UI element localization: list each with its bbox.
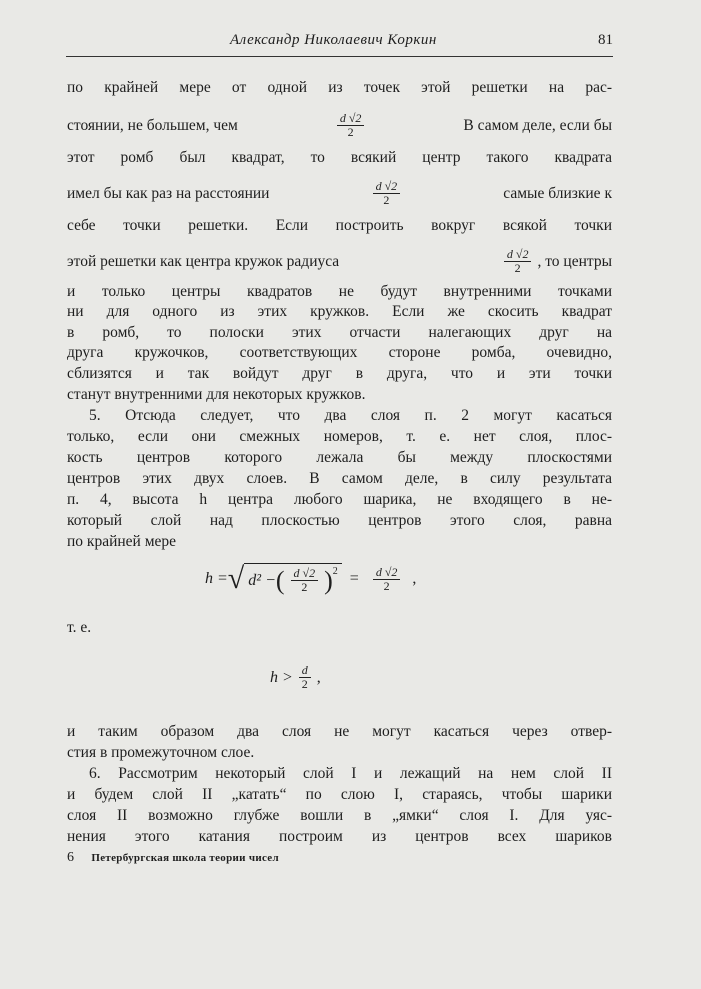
d-squared: d² − <box>248 571 276 589</box>
fraction-numerator: d <box>299 664 311 678</box>
text-line: и только центры квадратов не будут внутренними точками <box>67 283 612 300</box>
text-line: слоя II возможно глубже вошли в „ямки“ слоя I. Для уяс- <box>67 807 612 824</box>
text-line: т. е. <box>67 619 92 636</box>
text-line: этот ромб был квадрат, то всякий центр такого квадрата <box>67 149 612 166</box>
text-line <box>67 112 612 139</box>
text-line <box>67 180 612 207</box>
text-line: только, если они смежных номеров, т. е. нет слоя, плос- <box>67 428 612 445</box>
text-line: который слой над плоскостью центров этого слоя, равна <box>67 512 612 529</box>
text-line: друга кружочков, соответствующих стороне ромба, очевидно, <box>67 344 612 361</box>
text-line: станут внутренними для некоторых кружков. <box>67 386 366 403</box>
fraction <box>504 248 532 275</box>
fraction <box>299 664 311 691</box>
paren-close: ) <box>324 565 333 595</box>
text-segment: , то центры <box>537 252 612 270</box>
text-line: центров этих двух слоев. В самом деле, в силу результата <box>67 470 612 487</box>
text-segment: самые близкие к <box>503 184 612 202</box>
comma: , <box>316 668 321 686</box>
equals-sign: = <box>349 570 359 587</box>
fraction-denominator: 2 <box>347 125 354 139</box>
equation-height <box>205 562 416 596</box>
fraction-denominator: 2 <box>383 193 390 207</box>
fraction-numerator: d √2 <box>373 180 401 194</box>
text-segment: В самом деле, если бы <box>463 116 612 134</box>
fraction-numerator: d √2 <box>291 567 319 581</box>
fraction-denominator: 2 <box>301 580 308 594</box>
text-line: сблизятся и так войдут друг в друга, что и эти точки <box>67 365 612 382</box>
header-rule <box>66 56 613 57</box>
text-line: и будем слой II „катать“ по слою I, стараясь, чтобы шарики <box>67 786 612 803</box>
text-line: по крайней мере от одной из точек этой решетки на рас- <box>67 79 612 96</box>
radicand <box>244 563 342 596</box>
text-line: нения этого катания построим из центров всех шариков <box>67 828 612 845</box>
fraction-denominator: 2 <box>301 677 308 691</box>
fraction <box>337 112 365 139</box>
page-number: 81 <box>598 32 613 48</box>
running-title: Александр Николаевич Коркин <box>230 32 437 48</box>
equation-inequality <box>270 664 321 691</box>
fraction-numerator: d √2 <box>373 566 401 580</box>
signature-number: 6 <box>67 850 75 865</box>
sqrt-sign: √ <box>227 562 245 595</box>
text-line: кость центров которого лежала бы между плоскостями <box>67 449 612 466</box>
text-line: по крайней мере <box>67 533 177 550</box>
fraction <box>373 566 401 593</box>
text-line: себе точки решетки. Если построить вокруг всякой точки <box>67 217 612 234</box>
fraction-denominator: 2 <box>514 261 521 275</box>
text-segment: стоянии, не большем, чем <box>67 116 238 134</box>
text-line: п. 4, высота h центра любого шарика, не входящего в не- <box>67 491 612 508</box>
text-segment: этой решетки как центра кружок радиуса <box>67 252 340 270</box>
text-line: ни для одного из этих кружков. Если же скосить квадрат <box>67 303 612 320</box>
equation-lhs: h > <box>270 668 293 686</box>
text-line: 6. Рассмотрим некоторый слой I и лежащий на нем слой II <box>89 765 612 782</box>
fraction <box>373 180 401 207</box>
text-line: 5. Отсюда следует, что два слоя п. 2 могут касаться <box>89 407 612 424</box>
fraction-numerator: d √2 <box>337 112 365 126</box>
text-line: в ромб, то полоски этих отчасти налегающих друг на <box>67 324 612 341</box>
text-line <box>67 248 612 275</box>
fraction-denominator: 2 <box>383 578 390 593</box>
comma: , <box>412 570 417 587</box>
fraction <box>291 567 319 594</box>
signature-title: Петербургская школа теории чисел <box>91 852 279 864</box>
equation-lhs: h = <box>205 570 228 587</box>
exponent: 2 <box>332 565 338 577</box>
fraction-numerator: d √2 <box>504 248 532 262</box>
text-line: стия в промежуточном слое. <box>67 744 255 761</box>
text-line: и таким образом два слоя не могут касаться через отвер- <box>67 723 612 740</box>
text-segment: имел бы как раз на расстоянии <box>67 184 270 202</box>
paren-open: ( <box>275 565 285 595</box>
footer-signature <box>67 850 279 866</box>
